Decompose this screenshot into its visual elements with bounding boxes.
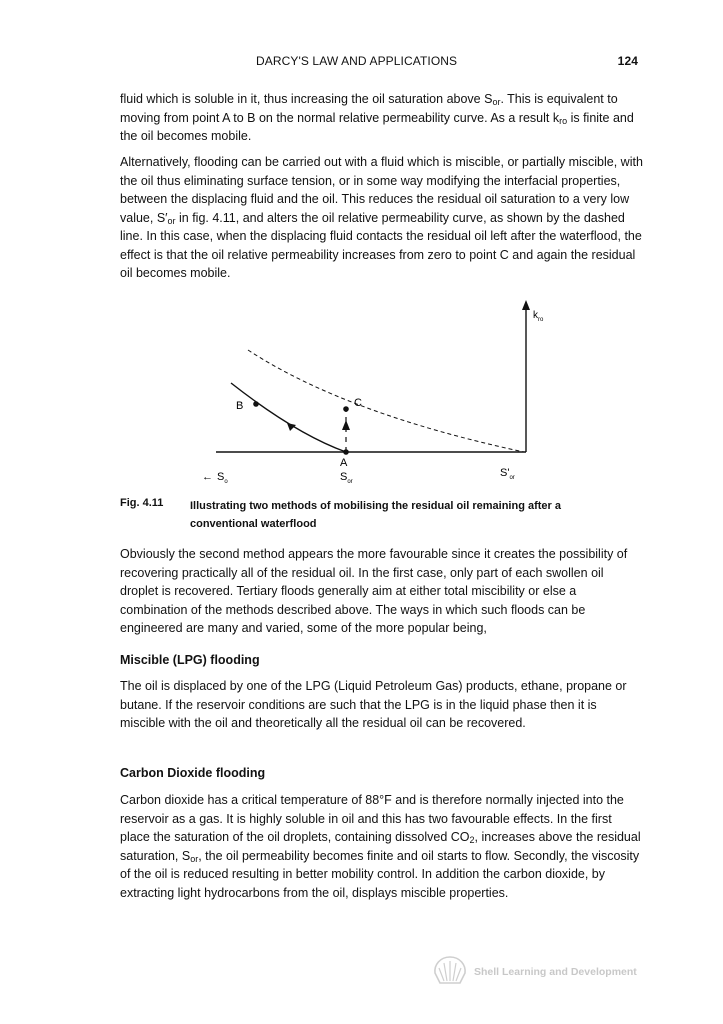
figure-4-11: [196, 296, 566, 488]
label-b: B: [236, 400, 244, 412]
a-to-c-arrowhead: [342, 420, 350, 430]
label-so: ← $S_o$: [202, 471, 228, 485]
running-title: DARCY'S LAW AND APPLICATIONS: [256, 54, 458, 68]
so-direction-arrow: ←: [202, 471, 213, 483]
paragraph-1: fluid which is soluble in it, thus increasing the oil saturation above $S_{or}$. This is equivalent to moving from point A to B on the normal relative permeability curve. As a result $k_{ro}$ is finite and the oil becomes mobile.: [120, 92, 634, 143]
paragraph-3: Obviously the second method appears the more favourable since it creates the possibility of recovering practically all of the residual oil. In the first case, only part of each swollen oil droplet is recovered. Tertiary floods generally aim at either total miscibility or else a combination of the methods described above. The ways in which such floods can be engineered are many and varied, some of the more popular being,: [120, 547, 628, 635]
label-kro: $k_{ro}$: [533, 310, 544, 323]
figure-label: Fig. 4.11: [120, 497, 164, 509]
page-footer: [432, 955, 642, 987]
point-a-marker: [343, 449, 349, 455]
page-header: [118, 54, 638, 70]
label-a: A: [340, 457, 348, 469]
modified-kro-dashed-curve: [248, 350, 524, 452]
point-b-marker: [253, 401, 259, 407]
heading-miscible-flooding: Miscible (LPG) flooding: [120, 653, 260, 667]
heading-co2-flooding: Carbon Dioxide flooding: [120, 766, 266, 780]
footer-brand: Shell Learning and Development: [474, 966, 637, 978]
label-sor-prime: $S'_{or}$: [500, 467, 515, 481]
relative-permeability-diagram: [196, 296, 566, 488]
normal-kro-curve: [231, 383, 346, 452]
figure-caption: Illustrating two methods of mobilising the residual oil remaining after a conventional waterflood: [190, 500, 561, 530]
point-c-marker: [343, 406, 349, 412]
paragraph-5: Carbon dioxide has a critical temperature of 88°F and is therefore normally injected into the reservoir as a gas. It is highly soluble in oil and this has two favourable effects. In the first place the saturation of the oil droplets, containing dissolved $CO_2$, increases above the residual saturation, $S_{or}$, the oil permeability becomes finite and oil starts to flow. Secondly, the viscosity of the oil is reduced resulting in better mobility control. In addition the carbon dioxide, by extracting light hydrocarbons from the oil, displays miscible properties.: [120, 793, 641, 900]
shell-logo-icon: [432, 955, 468, 987]
label-sor: $S_{or}$: [340, 471, 353, 485]
kro-axis-arrowhead: [522, 300, 530, 310]
page-number: 124: [617, 54, 638, 68]
paragraph-4: The oil is displaced by one of the LPG (Liquid Petroleum Gas) products, ethane, propane or butane. If the reservoir conditions are such that the LPG is in the liquid phase then it is miscible with the oil and theoretically all the residual oil can be recovered.: [120, 679, 627, 730]
label-c: C: [354, 397, 362, 409]
paragraph-2: Alternatively, flooding can be carried out with a fluid which is miscible, or partially miscible, with the oil thus eliminating surface tension, or in some way modifying the interfacial properties, between the displacing fluid and the oil. This reduces the residual oil saturation to a very low value, $S'_{or}$ in fig. 4.11, and alters the oil relative permeability curve, as shown by the dashed line. In this case, when the displacing fluid contacts the residual oil left after the waterflood, the effect is that the oil relative permeability increases from zero to point C and again the residual oil becomes mobile.: [120, 155, 643, 280]
